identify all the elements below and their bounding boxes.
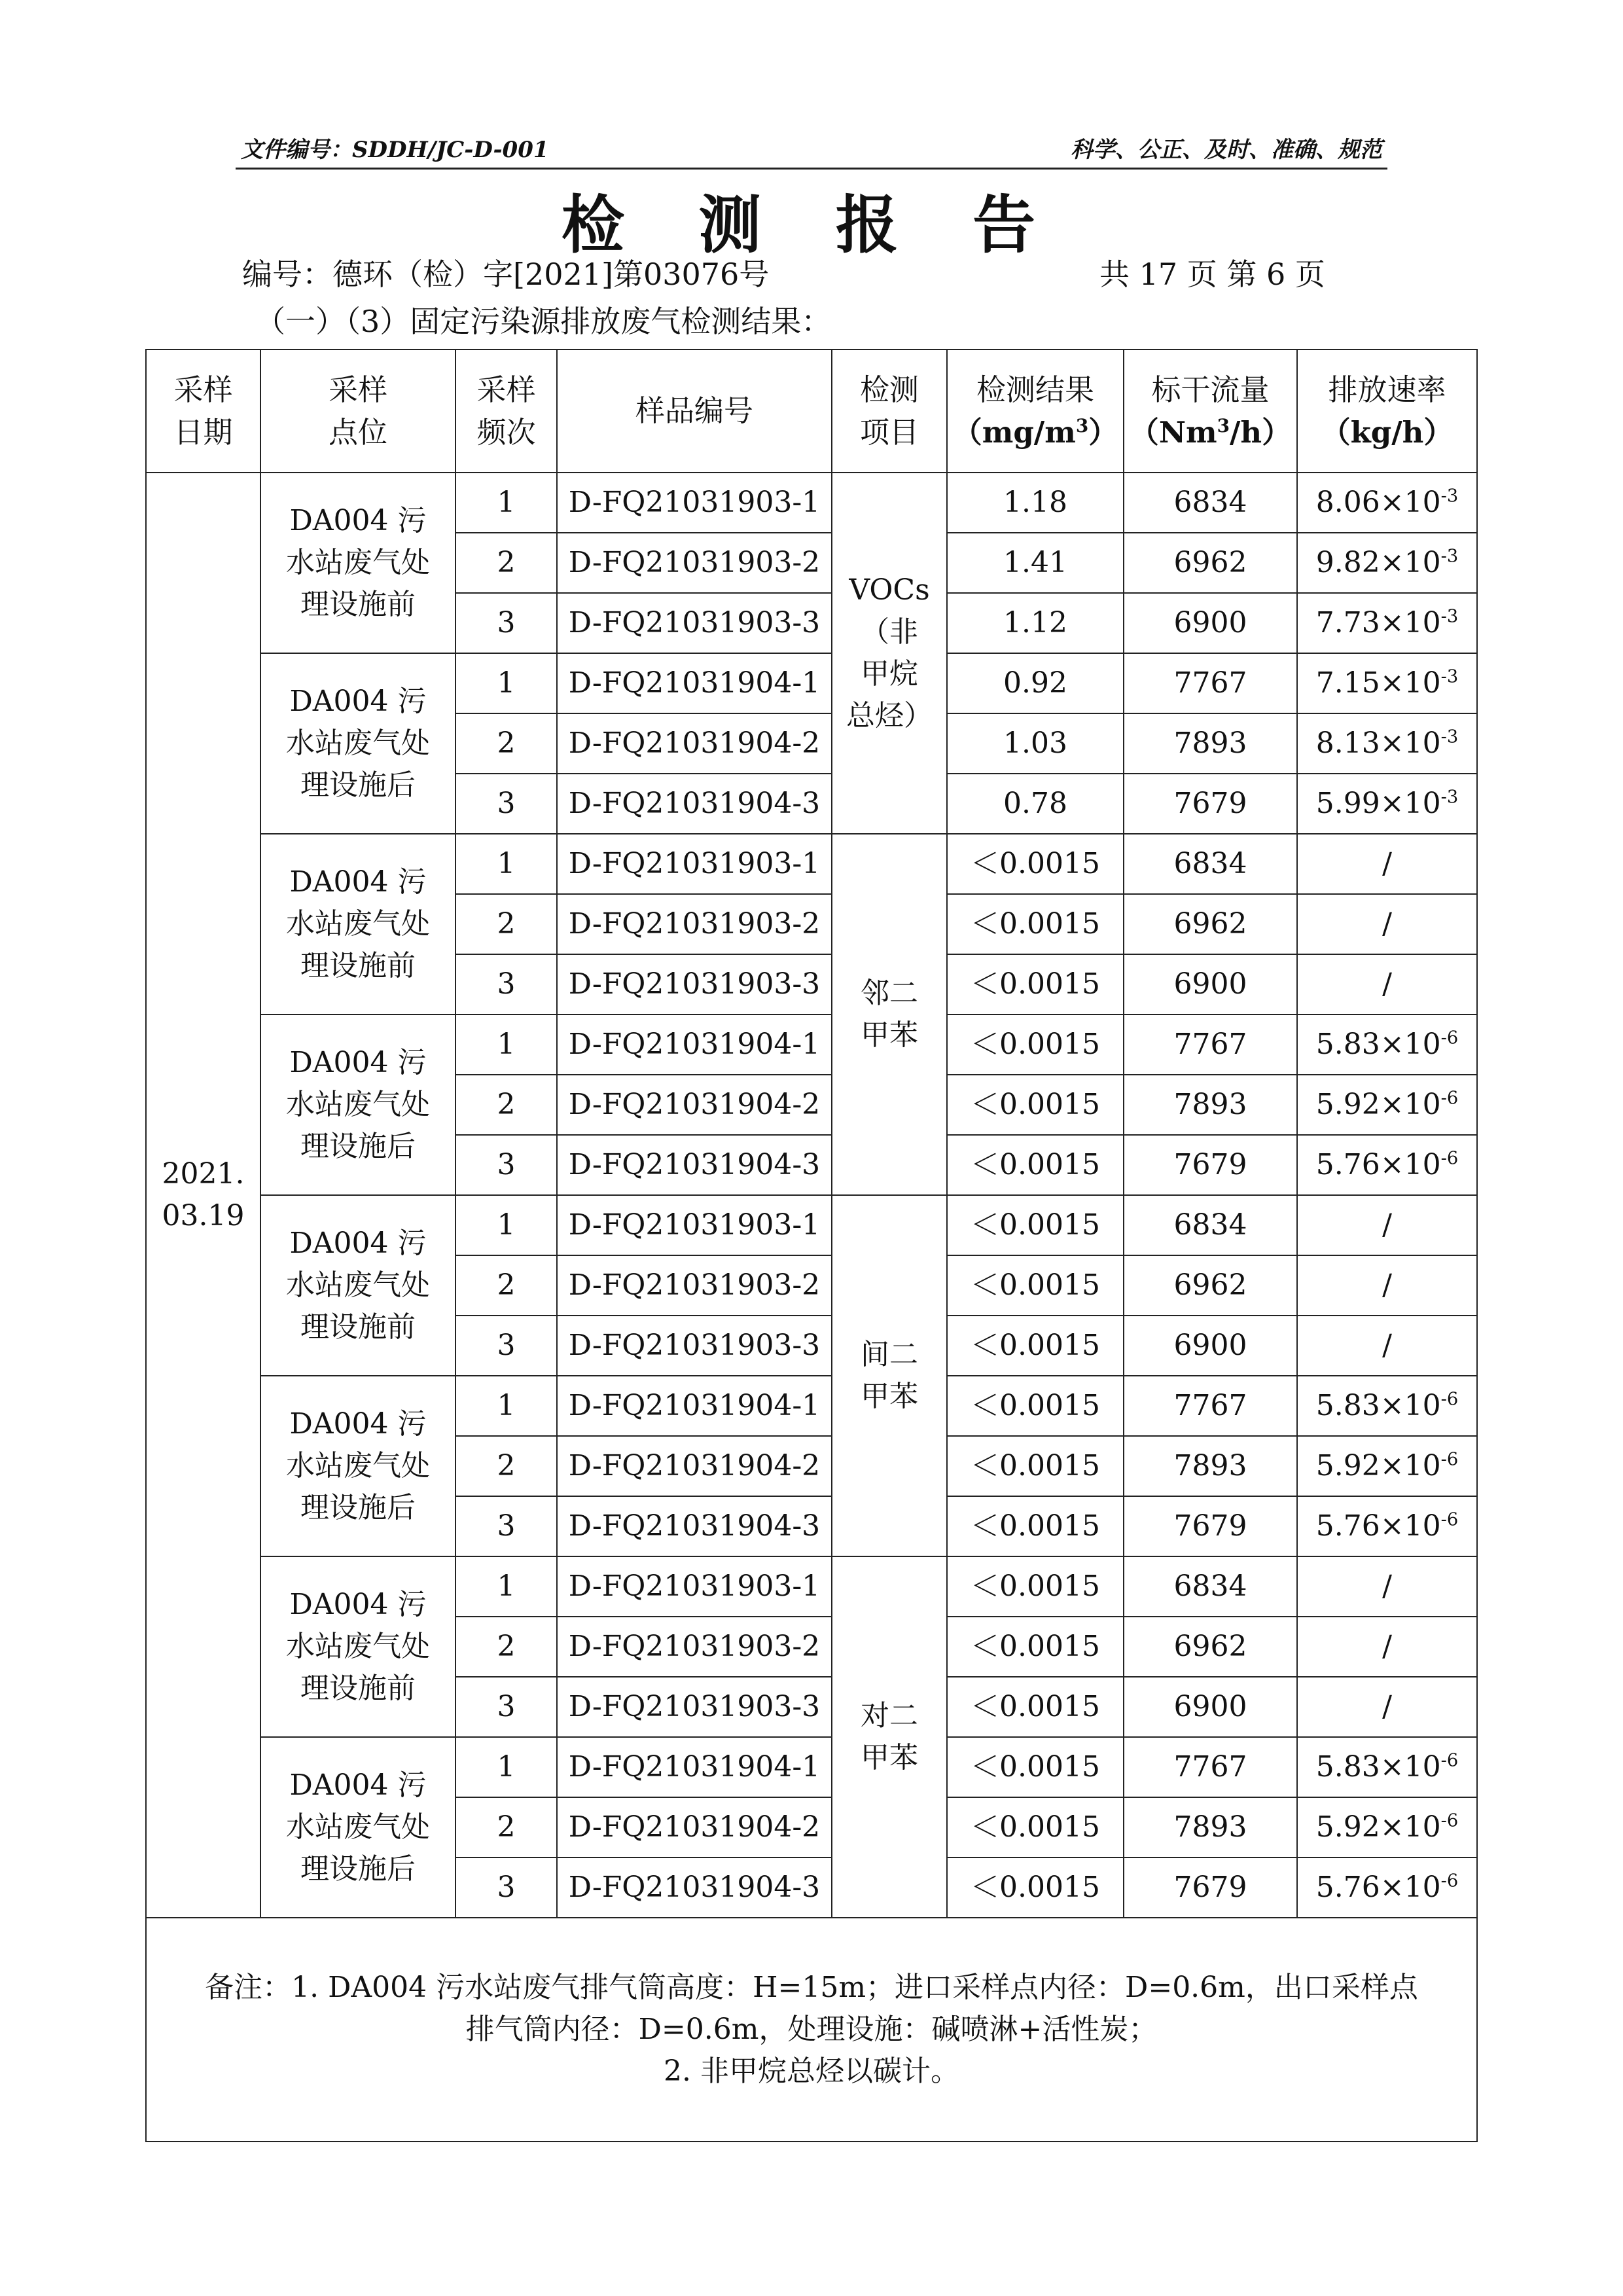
flow-cell: 7767 bbox=[1124, 1376, 1297, 1436]
result-cell: ＜0.0015 bbox=[947, 1376, 1124, 1436]
emission-rate-cell: $5.76\times 10^{-6}$ bbox=[1297, 1135, 1477, 1195]
col-header-sample-id: 样品编号 bbox=[557, 350, 832, 473]
emission-rate-cell: $5.92\times 10^{-6}$ bbox=[1297, 1797, 1477, 1857]
flow-cell: 6900 bbox=[1124, 1316, 1297, 1376]
sample-id-cell: D-FQ21031903-1 bbox=[557, 1195, 832, 1255]
emission-rate-cell: $5.83\times 10^{-6}$ bbox=[1297, 1014, 1477, 1075]
result-cell: ＜0.0015 bbox=[947, 1195, 1124, 1255]
frequency-cell: 1 bbox=[455, 1014, 557, 1075]
page-info: 共 17 页 第 6 页 bbox=[1099, 257, 1325, 292]
result-cell: ＜0.0015 bbox=[947, 1255, 1124, 1316]
result-cell: ＜0.0015 bbox=[947, 1316, 1124, 1376]
result-cell: 1.12 bbox=[947, 593, 1124, 653]
frequency-cell: 3 bbox=[455, 1316, 557, 1376]
table-header-row bbox=[146, 350, 1477, 473]
notes-cell bbox=[146, 1918, 1477, 2142]
frequency-cell: 2 bbox=[455, 1436, 557, 1496]
flow-cell: 7679 bbox=[1124, 1857, 1297, 1918]
sampling-location-cell: DA004 污 水站废气处 理设施后 bbox=[260, 1376, 455, 1556]
col-header-result: 检测结果 $(mg/m^3)$ bbox=[947, 350, 1124, 473]
emission-rate-cell: $8.13\times 10^{-3}$ bbox=[1297, 713, 1477, 774]
test-item-cell: 邻二 甲苯 bbox=[832, 834, 947, 1195]
frequency-cell: 3 bbox=[455, 593, 557, 653]
sampling-location-cell: DA004 污 水站废气处 理设施前 bbox=[260, 1195, 455, 1376]
result-cell: 1.41 bbox=[947, 533, 1124, 593]
sample-id-cell: D-FQ21031903-2 bbox=[557, 1617, 832, 1677]
sample-id-cell: D-FQ21031904-1 bbox=[557, 1376, 832, 1436]
sample-id-cell: D-FQ21031904-2 bbox=[557, 1797, 832, 1857]
emission-rate-cell: $5.76\times 10^{-6}$ bbox=[1297, 1496, 1477, 1556]
result-cell: ＜0.0015 bbox=[947, 1677, 1124, 1737]
emission-rate-cell: $5.92\times 10^{-6}$ bbox=[1297, 1436, 1477, 1496]
sample-id-cell: D-FQ21031904-2 bbox=[557, 713, 832, 774]
sample-id-cell: D-FQ21031903-3 bbox=[557, 1677, 832, 1737]
flow-cell: 6962 bbox=[1124, 1617, 1297, 1677]
sampling-location-cell: DA004 污 水站废气处 理设施后 bbox=[260, 1737, 455, 1918]
sample-id-cell: D-FQ21031904-3 bbox=[557, 1857, 832, 1918]
result-cell: ＜0.0015 bbox=[947, 1797, 1124, 1857]
result-cell: ＜0.0015 bbox=[947, 1556, 1124, 1617]
test-item-cell: 间二 甲苯 bbox=[832, 1195, 947, 1556]
flow-cell: 6962 bbox=[1124, 894, 1297, 954]
result-cell: ＜0.0015 bbox=[947, 894, 1124, 954]
emission-rate-cell: / bbox=[1297, 1556, 1477, 1617]
frequency-cell: 3 bbox=[455, 1496, 557, 1556]
sampling-location-cell: DA004 污 水站废气处 理设施前 bbox=[260, 1556, 455, 1737]
flow-cell: 7893 bbox=[1124, 1075, 1297, 1135]
sample-id-cell: D-FQ21031904-2 bbox=[557, 1075, 832, 1135]
frequency-cell: 1 bbox=[455, 473, 557, 533]
result-cell: ＜0.0015 bbox=[947, 1135, 1124, 1195]
result-cell: ＜0.0015 bbox=[947, 954, 1124, 1014]
emission-rate-cell: $8.06\times 10^{-3}$ bbox=[1297, 473, 1477, 533]
sample-id-cell: D-FQ21031904-3 bbox=[557, 774, 832, 834]
frequency-cell: 3 bbox=[455, 954, 557, 1014]
emission-rate-cell: / bbox=[1297, 1677, 1477, 1737]
flow-cell: 7679 bbox=[1124, 1496, 1297, 1556]
emission-rate-cell: $5.83\times 10^{-6}$ bbox=[1297, 1737, 1477, 1797]
flow-cell: 6962 bbox=[1124, 533, 1297, 593]
col-header-rate: 排放速率 （kg/h） bbox=[1297, 350, 1477, 473]
sample-id-cell: D-FQ21031904-1 bbox=[557, 1737, 832, 1797]
emission-rate-cell: $5.83\times 10^{-6}$ bbox=[1297, 1376, 1477, 1436]
emission-rate-cell: / bbox=[1297, 834, 1477, 894]
table-row bbox=[146, 1556, 1477, 1617]
col-header-date: 采样 日期 bbox=[146, 350, 260, 473]
frequency-cell: 3 bbox=[455, 1857, 557, 1918]
result-cell: ＜0.0015 bbox=[947, 834, 1124, 894]
result-cell: 1.18 bbox=[947, 473, 1124, 533]
flow-cell: 6834 bbox=[1124, 834, 1297, 894]
result-cell: ＜0.0015 bbox=[947, 1857, 1124, 1918]
table-row bbox=[146, 1737, 1477, 1797]
table-row bbox=[146, 653, 1477, 713]
flow-cell: 7893 bbox=[1124, 713, 1297, 774]
sampling-location-cell: DA004 污 水站废气处 理设施后 bbox=[260, 1014, 455, 1195]
table-row bbox=[146, 1376, 1477, 1436]
frequency-cell: 1 bbox=[455, 834, 557, 894]
col-header-item: 检测 项目 bbox=[832, 350, 947, 473]
page-header bbox=[236, 131, 1387, 170]
frequency-cell: 3 bbox=[455, 774, 557, 834]
table-row bbox=[146, 1014, 1477, 1075]
motto: 科学、公正、及时、准确、规范 bbox=[1071, 137, 1382, 163]
result-cell: ＜0.0015 bbox=[947, 1014, 1124, 1075]
sample-id-cell: D-FQ21031904-3 bbox=[557, 1135, 832, 1195]
emission-rate-cell: $5.92\times 10^{-6}$ bbox=[1297, 1075, 1477, 1135]
frequency-cell: 1 bbox=[455, 1556, 557, 1617]
sampling-date-cell: 2021. 03.19 bbox=[146, 473, 260, 1918]
emission-rate-cell: $9.82\times 10^{-3}$ bbox=[1297, 533, 1477, 593]
sampling-location-cell: DA004 污 水站废气处 理设施前 bbox=[260, 473, 455, 653]
emission-rate-cell: $7.73\times 10^{-3}$ bbox=[1297, 593, 1477, 653]
frequency-cell: 2 bbox=[455, 533, 557, 593]
document-code: 文件编号：SDDH/JC-D-001 bbox=[241, 137, 549, 163]
sample-id-cell: D-FQ21031903-1 bbox=[557, 473, 832, 533]
sample-id-cell: D-FQ21031904-1 bbox=[557, 1014, 832, 1075]
result-cell: 0.78 bbox=[947, 774, 1124, 834]
flow-cell: 7679 bbox=[1124, 774, 1297, 834]
col-header-flow: 标干流量 （Nm$^3$/h） bbox=[1124, 350, 1297, 473]
flow-cell: 6900 bbox=[1124, 593, 1297, 653]
frequency-cell: 1 bbox=[455, 1195, 557, 1255]
result-cell: 1.03 bbox=[947, 713, 1124, 774]
report-title: 检 测 报 告 bbox=[561, 188, 1062, 262]
flow-cell: 7893 bbox=[1124, 1797, 1297, 1857]
sample-id-cell: D-FQ21031903-3 bbox=[557, 954, 832, 1014]
frequency-cell: 1 bbox=[455, 1376, 557, 1436]
flow-cell: 6834 bbox=[1124, 1556, 1297, 1617]
flow-cell: 7679 bbox=[1124, 1135, 1297, 1195]
test-item-cell: VOCs （非 甲烷 总烃） bbox=[832, 473, 947, 834]
col-header-location: 采样 点位 bbox=[260, 350, 455, 473]
flow-cell: 7767 bbox=[1124, 1737, 1297, 1797]
frequency-cell: 3 bbox=[455, 1135, 557, 1195]
flow-cell: 6900 bbox=[1124, 954, 1297, 1014]
flow-cell: 6900 bbox=[1124, 1677, 1297, 1737]
emission-rate-cell: / bbox=[1297, 1617, 1477, 1677]
result-cell: ＜0.0015 bbox=[947, 1737, 1124, 1797]
flow-cell: 7893 bbox=[1124, 1436, 1297, 1496]
emission-rate-cell: $5.99\times 10^{-3}$ bbox=[1297, 774, 1477, 834]
frequency-cell: 2 bbox=[455, 713, 557, 774]
emission-rate-cell: / bbox=[1297, 954, 1477, 1014]
note-line: 备注：1. DA004 污水站废气排气筒高度：H=15m；进口采样点内径：D=0.6m，出口采样点 bbox=[205, 1971, 1418, 2005]
report-number: 编号：德环（检）字[2021]第03076号 bbox=[242, 257, 770, 292]
frequency-cell: 1 bbox=[455, 653, 557, 713]
flow-cell: 6834 bbox=[1124, 1195, 1297, 1255]
sample-id-cell: D-FQ21031904-2 bbox=[557, 1436, 832, 1496]
flow-cell: 6962 bbox=[1124, 1255, 1297, 1316]
sample-id-cell: D-FQ21031903-3 bbox=[557, 593, 832, 653]
table-row bbox=[146, 834, 1477, 894]
result-cell: ＜0.0015 bbox=[947, 1496, 1124, 1556]
frequency-cell: 3 bbox=[455, 1677, 557, 1737]
sampling-location-cell: DA004 污 水站废气处 理设施后 bbox=[260, 653, 455, 834]
result-cell: 0.92 bbox=[947, 653, 1124, 713]
sample-id-cell: D-FQ21031903-2 bbox=[557, 1255, 832, 1316]
note-line: 排气筒内径：D=0.6m，处理设施：碱喷淋+活性炭； bbox=[465, 2013, 1158, 2047]
sample-id-cell: D-FQ21031903-2 bbox=[557, 533, 832, 593]
frequency-cell: 2 bbox=[455, 894, 557, 954]
table-row bbox=[146, 473, 1477, 533]
emission-rate-cell: / bbox=[1297, 894, 1477, 954]
frequency-cell: 2 bbox=[455, 1255, 557, 1316]
sample-id-cell: D-FQ21031903-1 bbox=[557, 1556, 832, 1617]
notes-row bbox=[146, 1918, 1477, 2142]
table-row bbox=[146, 1195, 1477, 1255]
flow-cell: 6834 bbox=[1124, 473, 1297, 533]
sample-id-cell: D-FQ21031904-1 bbox=[557, 653, 832, 713]
sample-id-cell: D-FQ21031904-3 bbox=[557, 1496, 832, 1556]
emission-rate-cell: / bbox=[1297, 1195, 1477, 1255]
note-line: 2. 非甲烷总烃以碳计。 bbox=[664, 2054, 959, 2088]
frequency-cell: 2 bbox=[455, 1617, 557, 1677]
flow-cell: 7767 bbox=[1124, 1014, 1297, 1075]
frequency-cell: 2 bbox=[455, 1075, 557, 1135]
result-cell: ＜0.0015 bbox=[947, 1436, 1124, 1496]
sampling-location-cell: DA004 污 水站废气处 理设施前 bbox=[260, 834, 455, 1014]
emission-rate-cell: $7.15\times 10^{-3}$ bbox=[1297, 653, 1477, 713]
result-cell: ＜0.0015 bbox=[947, 1075, 1124, 1135]
result-cell: ＜0.0015 bbox=[947, 1617, 1124, 1677]
sample-id-cell: D-FQ21031903-3 bbox=[557, 1316, 832, 1376]
frequency-cell: 2 bbox=[455, 1797, 557, 1857]
results-table bbox=[145, 349, 1478, 2142]
emission-rate-cell: / bbox=[1297, 1316, 1477, 1376]
sample-id-cell: D-FQ21031903-2 bbox=[557, 894, 832, 954]
flow-cell: 7767 bbox=[1124, 653, 1297, 713]
emission-rate-cell: / bbox=[1297, 1255, 1477, 1316]
frequency-cell: 1 bbox=[455, 1737, 557, 1797]
sample-id-cell: D-FQ21031903-1 bbox=[557, 834, 832, 894]
col-header-frequency: 采样 频次 bbox=[455, 350, 557, 473]
emission-rate-cell: $5.76\times 10^{-6}$ bbox=[1297, 1857, 1477, 1918]
test-item-cell: 对二 甲苯 bbox=[832, 1556, 947, 1918]
section-title: （一）（3）固定污染源排放废气检测结果： bbox=[255, 304, 832, 339]
